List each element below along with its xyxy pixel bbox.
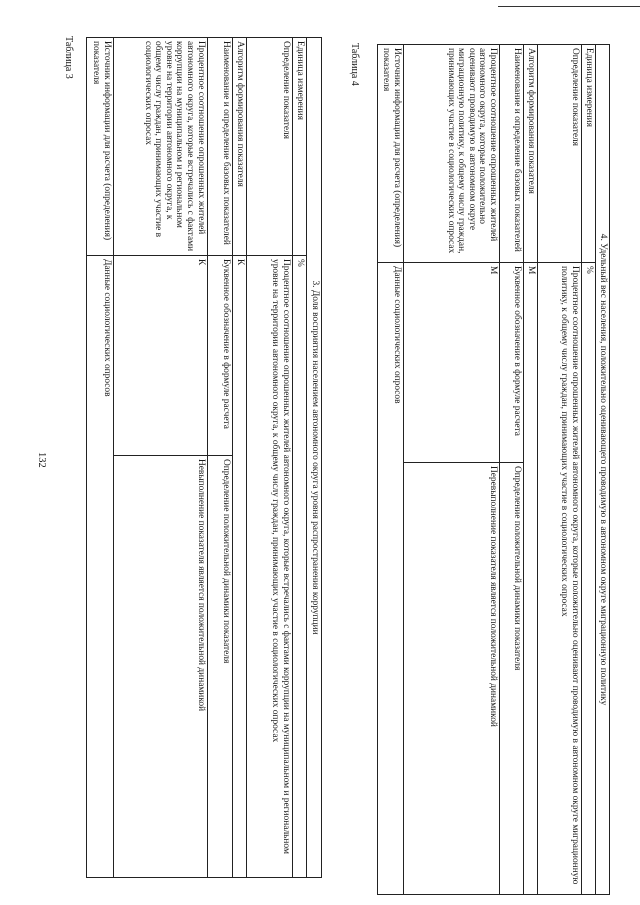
table4-source-value: Данные социологических опросов bbox=[378, 263, 404, 895]
table3-title: 3. Доля восприятия населением автономного округа уровня распространения коррупции bbox=[307, 38, 322, 878]
table4 bbox=[377, 44, 610, 895]
table3-base-label: Наименование и определение базовых показателей bbox=[207, 38, 232, 256]
table4-base-name: Процентное соотношение опрошенных жителей автономного округа, которые положительно оценивают проводимую в автономном округе миграционную политику, к общему числу граждан, принимающих участие в социологических опросах bbox=[404, 45, 500, 263]
table4-letter-value: М bbox=[404, 263, 500, 463]
table4-letter-label: Буквенное обозначение в формуле расчета bbox=[500, 263, 524, 463]
table4-title: 4. Удельный вес населения, положительно оценивающего проводимую в автономном округе миграционную политику bbox=[596, 45, 610, 895]
table4-algorithm-value: М bbox=[524, 263, 538, 895]
table4-definition-label: Определение показателя bbox=[538, 45, 582, 263]
table4-definition-value: Процентное соотношение опрошенных жителей автономного округа, которые положительно оценивают проводимую в автономном округе миграционную политику, к общему числу граждан, принимающих участие в социологических опросах bbox=[538, 263, 582, 895]
table3-dynamics-label: Определение положительной динамики показателя bbox=[207, 456, 232, 878]
table4-algorithm-label: Алгоритм формирования показателя bbox=[524, 45, 538, 263]
table3-algorithm-value: К bbox=[232, 256, 247, 878]
table4-unit-value: % bbox=[582, 263, 596, 895]
table3-letter-value: К bbox=[114, 256, 208, 456]
table4-source-label: Источник информации для расчета (определения) показателя bbox=[378, 45, 404, 263]
table3-definition-label: Определение показателя bbox=[247, 38, 293, 256]
table4-dynamics-label: Определение положительной динамики показателя bbox=[500, 463, 524, 895]
page-number: 132 bbox=[36, 452, 47, 468]
table3-dynamics-value: Невыполнение показателя является положительной динамикой bbox=[114, 456, 208, 878]
table3-base-name: Процентное соотношение опрошенных жителей автономного округа, которые встречались с фактами коррупции на муниципальном и региональном уровне на территории автономного округа, к общему числу граждан, принимающих участие в социологических опросах bbox=[114, 38, 208, 256]
top-rule bbox=[498, 6, 640, 7]
table3 bbox=[86, 37, 322, 878]
table4-dynamics-value: Перевыполнение показателя является положительной динамикой bbox=[404, 463, 500, 895]
table3-unit-value: % bbox=[292, 256, 307, 878]
table3-algorithm-label: Алгоритм формирования показателя bbox=[232, 38, 247, 256]
table4-unit-label: Единица измерения bbox=[582, 45, 596, 263]
table3-definition-value: Процентное соотношение опрошенных жителей автономного округа, которые встречались с фактами коррупции на муниципальном и региональном уровне на территории автономного округа, к общему числу граждан, принимающих участие в социологических опросах bbox=[247, 256, 293, 878]
table4-wrapper bbox=[377, 44, 610, 895]
table3-letter-label: Буквенное обозначение в формуле расчета bbox=[207, 256, 232, 456]
table3-caption: Таблица 3 bbox=[63, 36, 74, 79]
table3-source-value: Данные социологических опросов bbox=[87, 256, 114, 878]
table3-wrapper bbox=[86, 37, 322, 878]
table4-caption: Таблица 4 bbox=[349, 43, 360, 86]
table3-source-label: Источник информации для расчета (определения) показателя bbox=[87, 38, 114, 256]
table3-unit-label: Единица измерения bbox=[292, 38, 307, 256]
table4-base-label: Наименование и определение базовых показателей bbox=[500, 45, 524, 263]
